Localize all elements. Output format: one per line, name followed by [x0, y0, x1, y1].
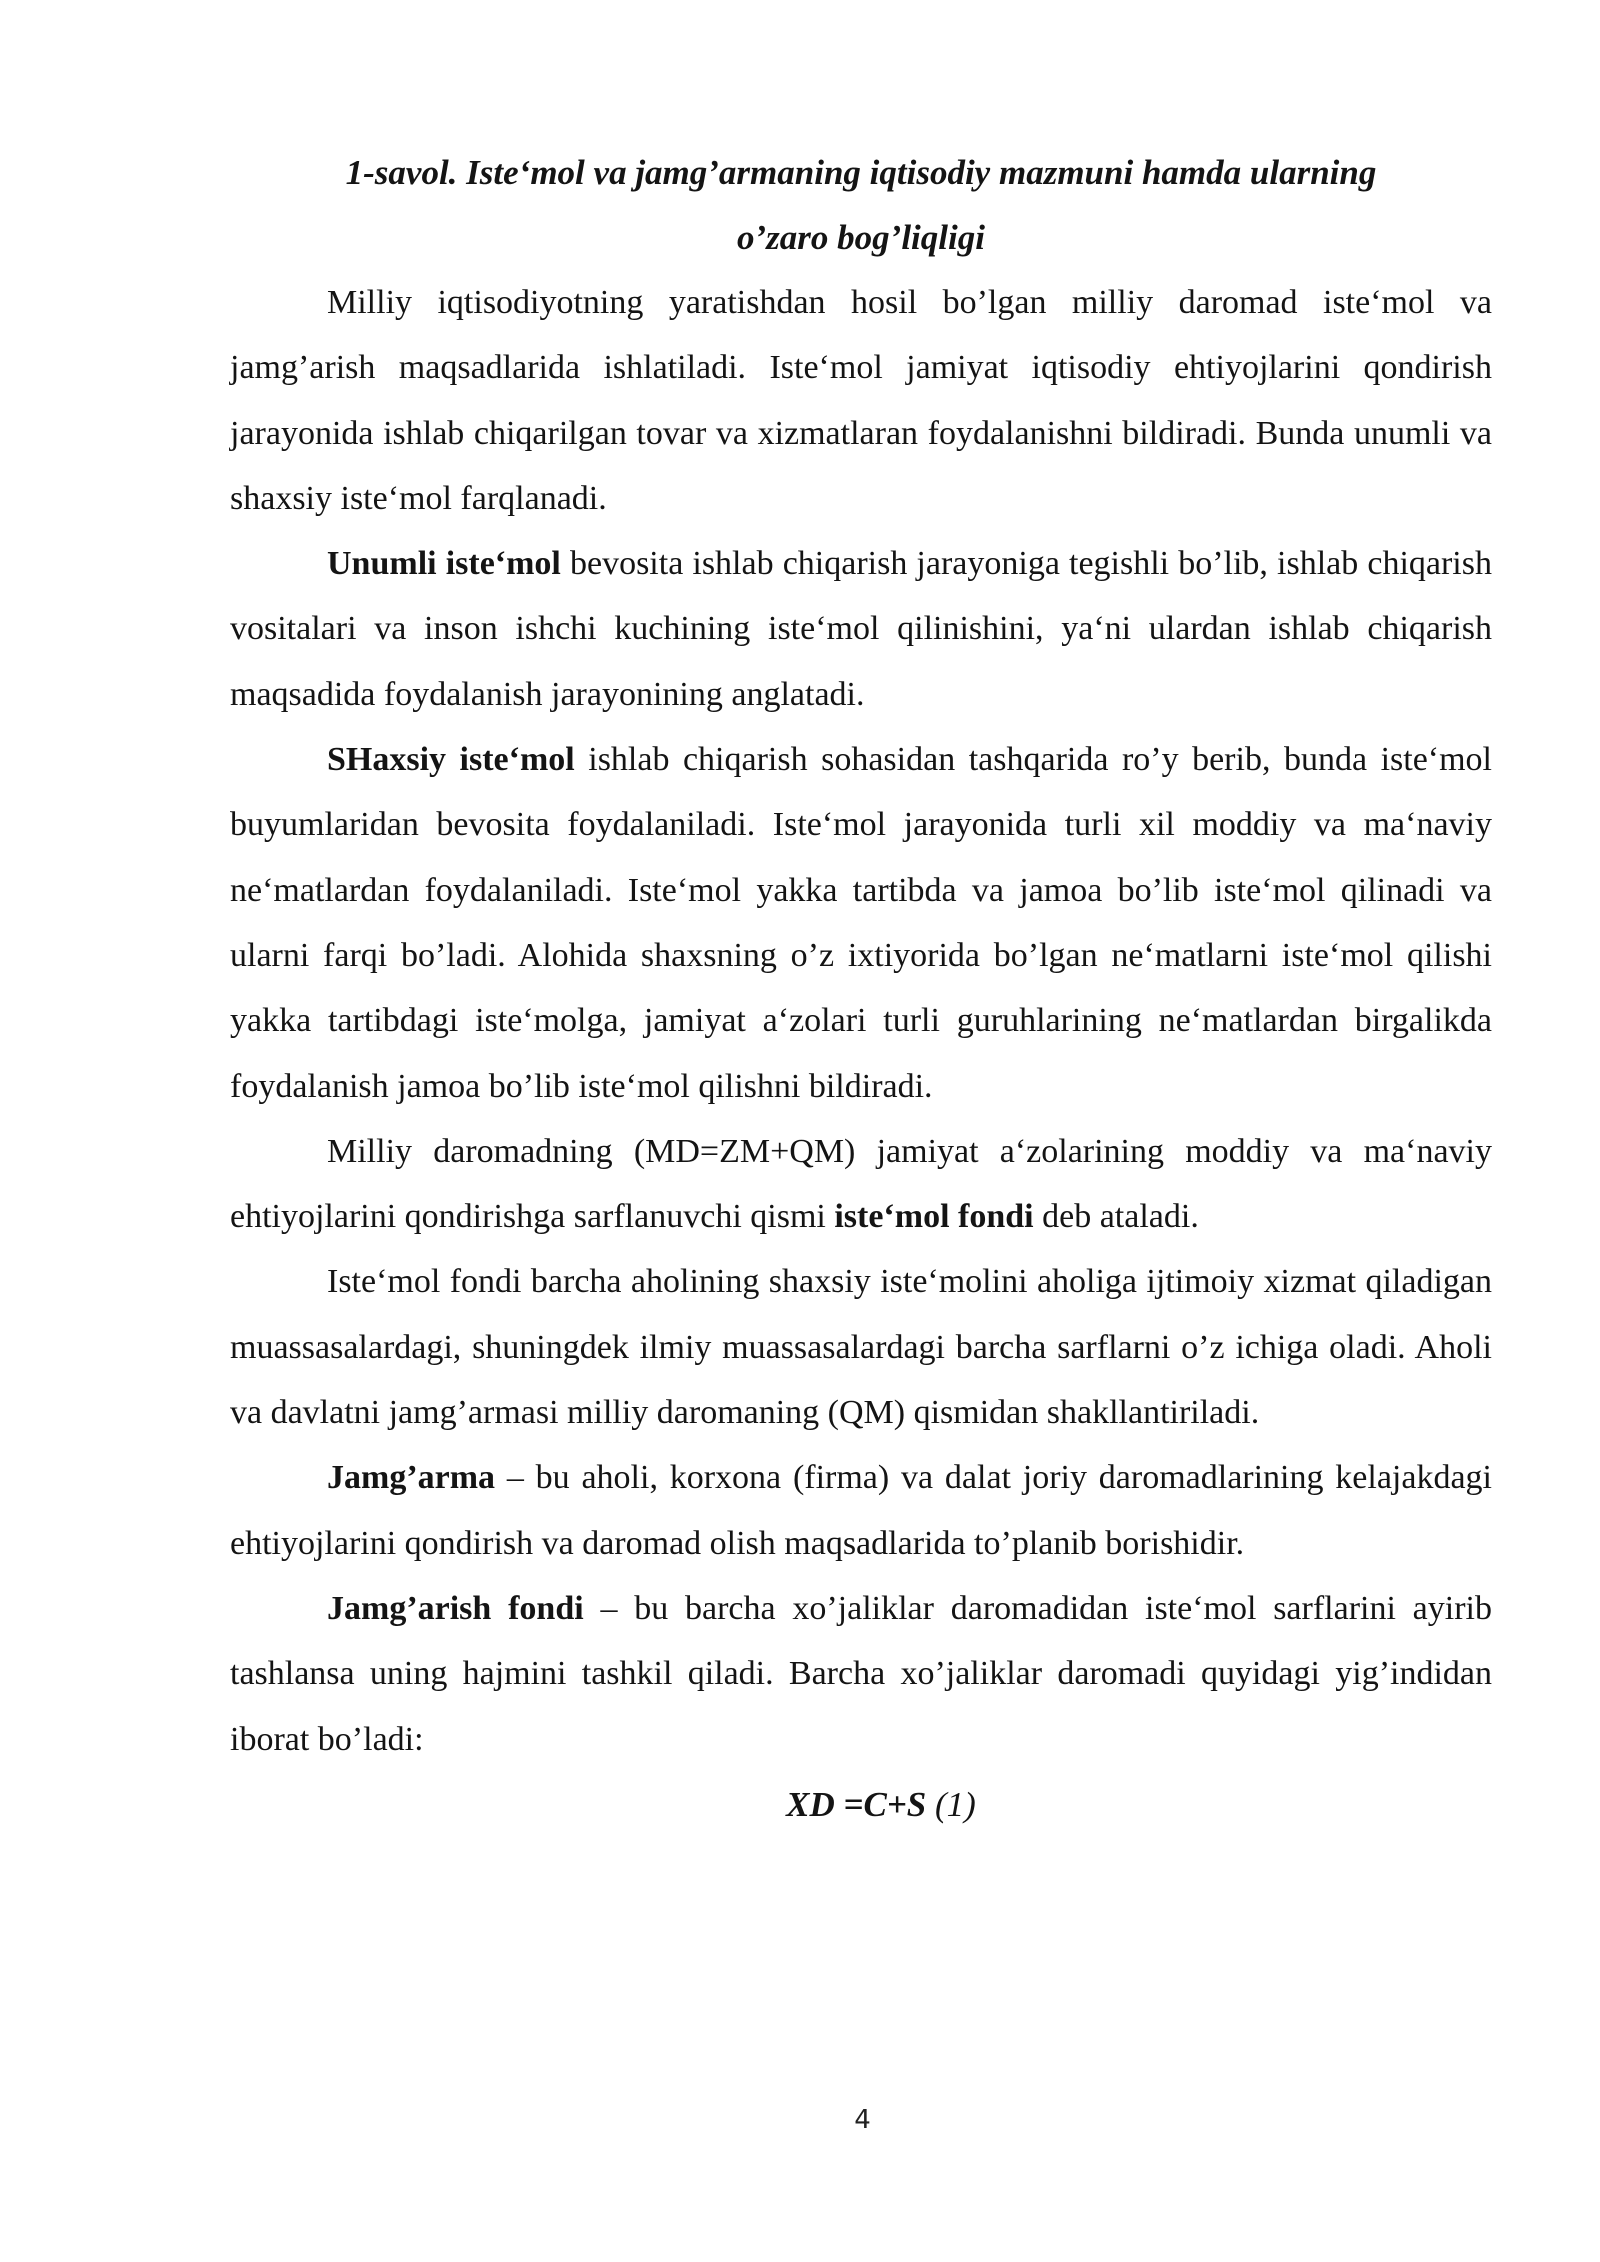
formula-expression: XD =C+S [786, 1784, 927, 1824]
term-productive-consumption: Unumli iste‘mol [327, 545, 561, 583]
section-title [230, 140, 1492, 270]
term-accumulation-fund: Jamg’arish fondi [327, 1589, 584, 1627]
paragraph-personal-consumption [230, 727, 1492, 1119]
paragraph-text: bevosita ishlab chiqarish jarayoniga tegishli bo’lib, ishlab chiqarish vositalari va inson ishchi kuchining iste‘mol qilinishini, ya‘ni ulardan ishlab chiqarish maqsadida foydalanish jarayonining anglatadi. [230, 545, 1492, 713]
paragraph-text: deb ataladi. [1033, 1198, 1199, 1236]
formula-number: (1) [935, 1784, 976, 1824]
paragraph-text: Milliy iqtisodiyotning yaratishdan hosil bo’lgan milliy daromad iste‘mol va jamg’arish maqsadlarida ishlatiladi. Iste‘mol jamiyat iqtisodiy ehtiyojlarini qondirish jarayonida ishlab chiqarilgan tovar va xizmatlaran foydalanishni bildiradi. Bunda unumli va shaxsiy iste‘mol farqlanadi. [230, 284, 1492, 517]
paragraph-consumption-fund-definition [230, 1119, 1492, 1250]
term-savings: Jamg’arma [327, 1459, 496, 1497]
paragraph-savings [230, 1445, 1492, 1576]
document-page [230, 140, 1492, 1837]
paragraph-text: – bu barcha xo’jaliklar daromadidan iste‘mol sarflarini ayirib tashlansa uning hajmini tashkil qiladi. Barcha xo’jaliklar daromadi quyidagi yig’indidan iborat bo’ladi: [230, 1589, 1492, 1758]
paragraph-productive-consumption [230, 531, 1492, 727]
paragraph-text: Iste‘mol fondi barcha aholining shaxsiy iste‘molini aholiga ijtimoiy xizmat qiladigan muassasalardagi, shuningdek ilmiy muassasalardagi barcha sarflarni o’z ichiga oladi. Aholi va davlatni jamg’armasi milliy daromaning (QM) qismidan shakllantiriladi. [230, 1263, 1492, 1432]
section-title-line-2: o’zaro bog’liqligi [737, 218, 985, 257]
term-personal-consumption: SHaxsiy iste‘mol [327, 741, 575, 779]
section-title-line-1: 1-savol. Iste‘mol va jamg’armaning iqtisodiy mazmuni hamda ularning [345, 153, 1377, 192]
paragraph-accumulation-fund [230, 1576, 1492, 1772]
paragraph-text: ishlab chiqarish sohasidan tashqarida ro’y berib, bunda iste‘mol buyumlaridan bevosita foydalaniladi. Iste‘mol jarayonida turli xil moddiy va ma‘naviy ne‘matlardan foydalaniladi. Iste‘mol yakka tartibda va jamoa bo’lib iste‘mol qilinadi va ularni farqi bo’ladi. Alohida shaxsning o’z ixtiyorida bo’lgan ne‘matlarni iste‘mol qilishi yakka tartibdagi iste‘molga, jamiyat a‘zolari turli guruhlarining ne‘matlardan birgalikda foydalanish jamoa bo’lib iste‘mol qilishni bildiradi. [230, 741, 1492, 1105]
paragraph-text: Milliy daromadning (MD=ZM+QM) jamiyat a‘zolarining moddiy va ma‘naviy ehtiyojlarini qondirishga sarflanuvchi qismi [230, 1132, 1492, 1236]
paragraph-national-income [230, 270, 1492, 531]
page-number: 4 [854, 2105, 871, 2135]
paragraph-consumption-fund [230, 1249, 1492, 1445]
term-consumption-fund: iste‘mol fondi [834, 1198, 1034, 1236]
formula [230, 1772, 1492, 1837]
paragraph-text: – bu aholi, korxona (firma) va dalat joriy daromadlarining kelajakdagi ehtiyojlarini qondirish va daromad olish maqsadlarida to’planib borishidir. [230, 1459, 1492, 1562]
